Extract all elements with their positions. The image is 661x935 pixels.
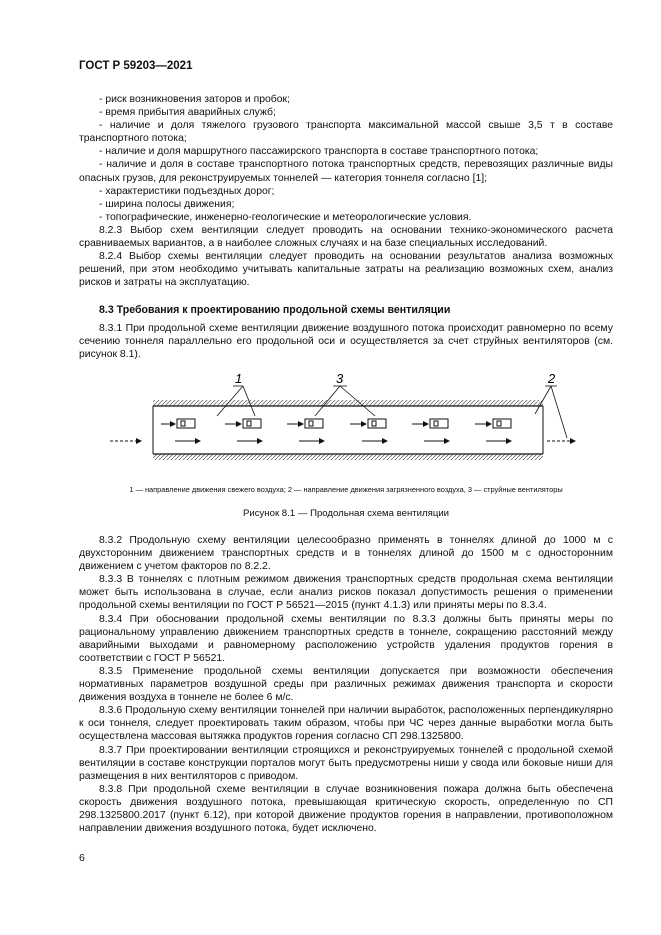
paragraph-8-3-3: 8.3.3 В тоннелях с плотным режимом движения транспортных средств продольная схема вентиляции может быть использована в случае, если анализ рисков показал допустимость решения о применении продольной схемы вентиляции по ГОСТ Р 56521—2015 (пункт 4.1.3) или приняты меры по 8.3.4.	[79, 574, 613, 612]
callout-1: 1	[235, 371, 243, 386]
factor-list	[79, 93, 613, 289]
callout-3: 3	[336, 371, 344, 386]
list-item: - наличие и доля тяжелого грузового транспорта максимальной массой свыше 3,5 т в составе транспортного потока;	[79, 120, 613, 145]
figure-caption: Рисунок 8.1 — Продольная схема вентиляции	[242, 508, 450, 519]
ventilation-diagram	[105, 366, 605, 472]
paragraph-8-3-1: 8.3.1 При продольной схеме вентиляции движение воздушного потока происходит равномерно по всему сечению тоннеля параллельно его продольной оси и осуществляется за счет струйных вентиляторов (см. рисунок 8.1).	[79, 323, 613, 361]
paragraph-8-2-4: 8.2.4 Выбор схемы вентиляции следует проводить на основании результатов анализа возможных решений, при этом необходимо учитывать капитальные затраты на реализацию возможных схем, анализ рисков и затраты на эксплуатацию.	[79, 251, 613, 289]
list-item: - риск возникновения заторов и пробок;	[99, 94, 290, 105]
list-item: - характеристики подъездных дорог;	[99, 185, 275, 197]
document-header: ГОСТ Р 59203—2021	[79, 60, 193, 72]
callout-leaders	[217, 386, 567, 438]
list-item: - время прибытия аварийных служб;	[99, 107, 276, 119]
tunnel-floor	[153, 454, 543, 460]
list-item: - ширина полосы движения;	[99, 198, 235, 210]
list-item: - наличие и доля в составе транспортного потока транспортных средств, перевозящих различные виды опасных грузов, для реконструируемых тоннелей — категория тоннеля согласно [1];	[79, 159, 613, 184]
callout-2: 2	[548, 371, 556, 386]
paragraph-8-3-2: 8.3.2 Продольную схему вентиляции целесообразно применять в тоннелях длиной до 1000 м с двухсторонним движением транспортных средств и в тоннелях длиной до 1500 м с односторонним движением с учетом факторов по 8.2.2.	[79, 535, 613, 573]
paragraph-8-2-3: 8.2.3 Выбор схем вентиляции следует проводить на основании технико-экономического расчета сравниваемых вариантов, а в наиболее сложных случаях и на базе специальных исследований.	[79, 224, 613, 250]
section-title: 8.3 Требования к проектированию продольной схемы вентиляции	[99, 304, 451, 316]
paragraph-8-3-1-block	[79, 322, 613, 361]
paragraph-8-3-7: 8.3.7 При проектировании вентиляции строящихся и реконструируемых тоннелей с продольной схемой вентиляции в составе конструкции порталов могут быть предусмотрены ниши у свода или боковые ниши для размещения в них вентиляторов с приводом.	[79, 744, 613, 782]
list-item: - топографические, инженерно-геологические и метеорологические условия.	[99, 211, 472, 223]
airflow-arrows	[110, 424, 575, 441]
figure-legend: 1 — направление движения свежего воздуха; 2 — направление движения загрязненного воздуха, 3 — струйные вентиляторы	[129, 485, 563, 494]
paragraph-8-3-8: 8.3.8 При продольной схеме вентиляции в случае возникновения пожара должна быть обеспечена скорость движения воздушного потока, превышающая критическую скорость, определенную по СП 298.1325800.2017 (пункт 6.12), при которой движение продуктов горения в направлении, противоположном направлении движения воздушного потока, будет исключено.	[79, 783, 613, 835]
page-number: 6	[79, 852, 85, 864]
paragraph-8-3-6: 8.3.6 Продольную схему вентиляции тоннелей при наличии выработок, расположенных перпендикулярно к оси тоннеля, следует проектировать таким образом, чтобы при ЧС через данные выработки могла быть осуществлена массовая вытяжка продуктов горения согласно СП 298.1325800.	[79, 705, 613, 743]
paragraphs-block	[79, 534, 613, 835]
paragraph-8-3-5: 8.3.5 Применение продольной схемы вентиляции допускается при возможности обеспечения нормативных параметров воздушной среды при различных режимах движения транспорта и скорости движения воздуха в тоннеле не более 6 м/с.	[79, 665, 613, 704]
paragraph-8-3-4: 8.3.4 При обосновании продольной схемы вентиляции по 8.3.3 должны быть приняты меры по рациональному управлению движением транспортных средств в тоннеле, сокращению расстояний между аварийными выходами и равномерному расположению устройств удаления продуктов горения в соответствии с ГОСТ Р 56521.	[79, 613, 613, 664]
tunnel-roof	[153, 400, 543, 406]
list-item: - наличие и доля маршрутного пассажирского транспорта в составе транспортного потока;	[99, 146, 539, 158]
